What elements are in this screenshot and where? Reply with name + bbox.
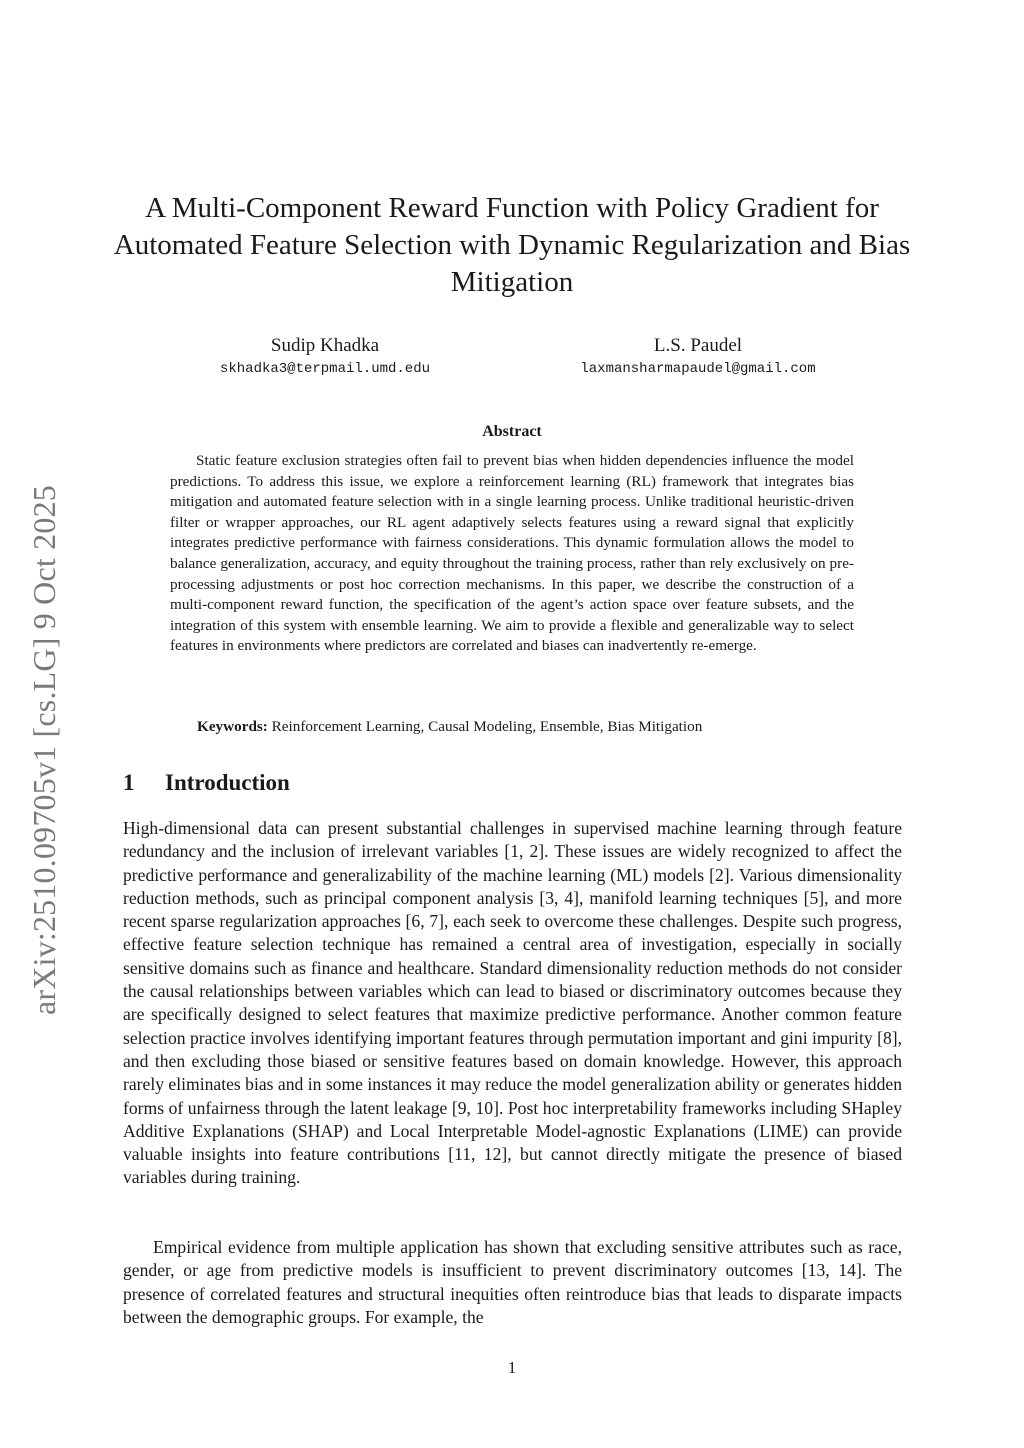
keywords-line (197, 717, 857, 737)
author-block-2 (548, 334, 848, 380)
author-email[interactable]: laxmansharmapaudel@gmail.com (580, 361, 816, 377)
keywords-label: Keywords: (197, 718, 268, 735)
abstract-text: Static feature exclusion strategies often fail to prevent bias when hidden dependencies influence the model predictions. To address this issue, we explore a reinforcement learning (RL) framework that integrates bias mitigation and automated feature selection with in a single learning process. Unlike traditional heuristic-driven filter or wrapper approaches, our RL agent adaptively selects features using a reward signal that explicitly integrates predictive performance with fairness considerations. This dynamic formulation allows the model to balance generalization, accuracy, and equity throughout the training process, rather than rely exclusively on pre-processing adjustments or post hoc correction mechanisms. In this paper, we describe the construction of a multi-component reward function, the specification of the agent’s action space over feature subsets, and the integration of this system with ensemble learning. We aim to provide a flexible and generalizable way to select features in environments where predictors are correlated and biases can inadvertently re-emerge. (170, 452, 854, 655)
body-paragraph: Empirical evidence from multiple application has shown that excluding sensitive attributes such as race, gender, or age from predictive models is insufficient to prevent discriminatory outcomes [13, 14]. The presence of correlated features and structural inequities often reintroduce bias that leads to disparate impacts between the demographic groups. For example, the (123, 1237, 902, 1327)
author-block-1 (195, 334, 455, 380)
author-name: L.S. Paudel (653, 335, 743, 356)
section-title: Introduction (165, 770, 290, 795)
keywords-text: Reinforcement Learning, Causal Modeling, Ensemble, Bias Mitigation (271, 718, 703, 735)
author-name: Sudip Khadka (270, 335, 380, 356)
author-email[interactable]: skhadka3@terpmail.umd.edu (219, 361, 431, 377)
abstract-heading: Abstract (482, 423, 542, 440)
section-number: 1 (123, 770, 135, 795)
body-paragraph: High-dimensional data can present substantial challenges in supervised machine learning through feature redundancy and the inclusion of irrelevant variables [1, 2]. These issues are widely recognized to affect the predictive performance and generalizability of the machine learning (ML) models [2]. Various dimensionality reduction methods, such as principal component analysis [3, 4], manifold learning techniques [5], and more recent sparse regularization approaches [6, 7], each seek to overcome these challenges. Despite such progress, effective feature selection technique has remained a central area of investigation, especially in socially sensitive domains such as finance and healthcare. Standard dimensionality reduction methods do not consider the causal relationships between variables which can lead to biased or discriminatory outcomes because they are specifically designed to select features that maximize predictive performance. Another common feature selection practice involves identifying important features through permutation important and gini impurity [8], and then excluding those biased or sensitive features based on domain knowledge. However, this approach rarely eliminates bias and in some instances it may reduce the model generalization ability or generates hidden forms of unfairness through the latent leakage [9, 10]. Post hoc interpretability frameworks including SHapley Additive Explanations (SHAP) and Local Interpretable Model-agnostic Explanations (LIME) can provide valuable insights into feature contributions [11, 12], but cannot directly mitigate the presence of biased variables during training. (123, 818, 902, 1188)
arxiv-identifier-stamp: arXiv:2510.09705v1 [cs.LG] 9 Oct 2025 (26, 485, 62, 1015)
page-number: 1 (507, 1358, 517, 1377)
section-heading (123, 768, 623, 798)
paper-title: A Multi-Component Reward Function with Policy Gradient for Automated Feature Selection with Dynamic Regularization and Bias Mitigation (113, 192, 911, 298)
